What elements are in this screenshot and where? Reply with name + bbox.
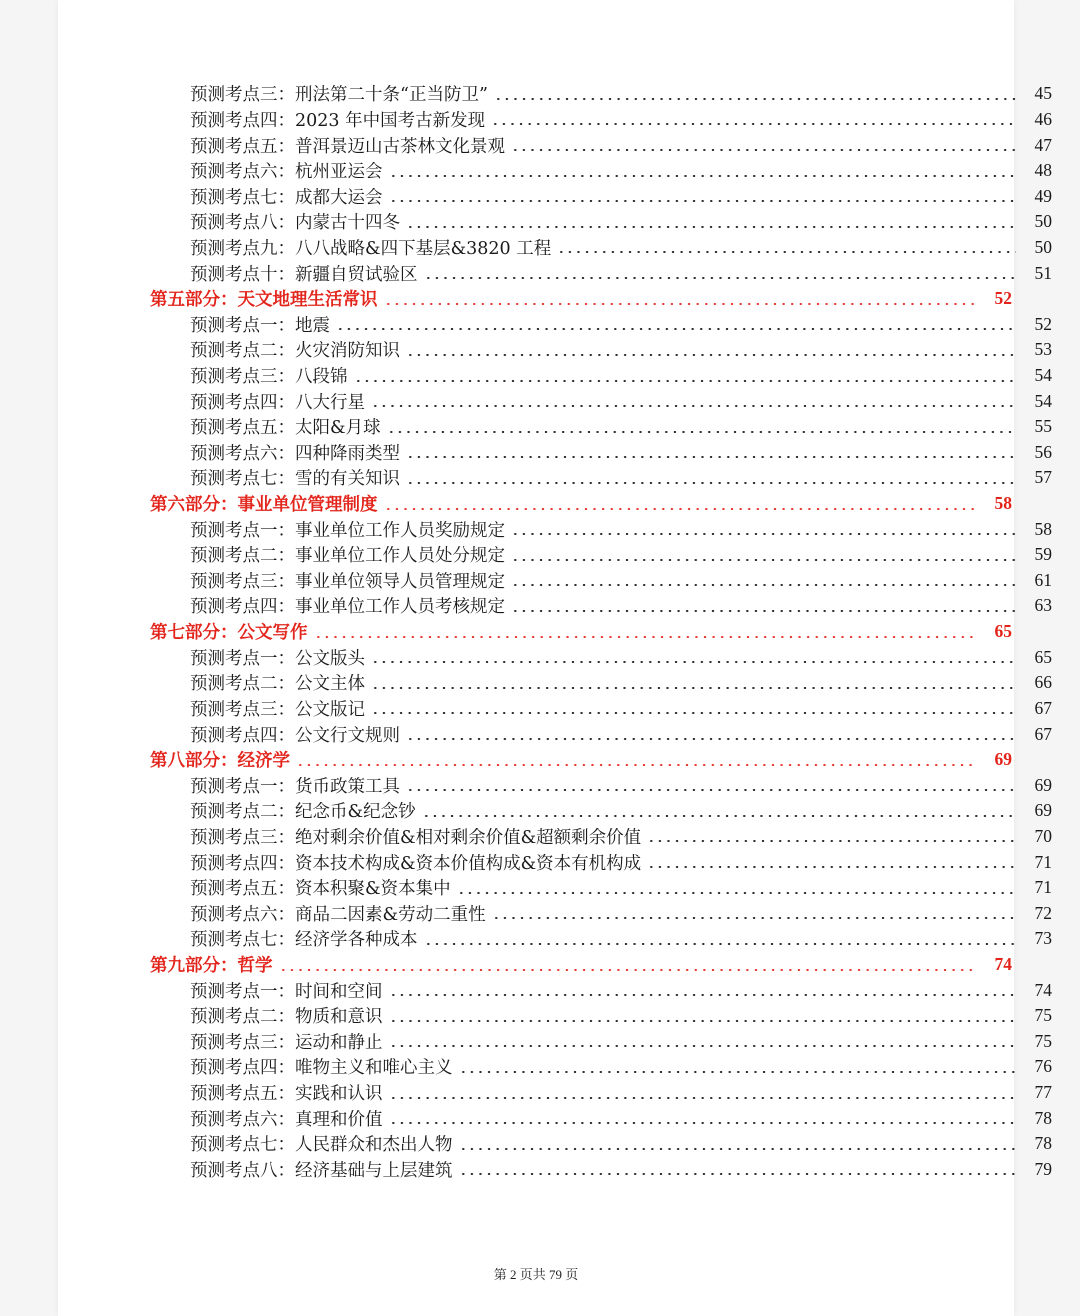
toc-entry[interactable] (58, 107, 1052, 133)
toc-entry-label: 预测考点一：地震 (190, 315, 330, 336)
toc-entry-label: 预测考点二：事业单位工作人员处分规定 (190, 546, 505, 567)
toc-entry[interactable] (58, 363, 1052, 389)
toc-page-number: 71 (1034, 877, 1052, 898)
toc-entry-label: 预测考点三：绝对剩余价值&相对剩余价值&超额剩余价值 (190, 827, 642, 848)
dot-leader (459, 1173, 1017, 1175)
toc-entry-label: 预测考点七：雪的有关知识 (190, 469, 400, 490)
toc-entry-label: 预测考点四：资本技术构成&资本价值构成&资本有机构成 (190, 853, 642, 874)
toc-page-number: 52 (994, 288, 1012, 309)
dot-leader (511, 533, 1016, 535)
dot-leader (389, 994, 1017, 996)
toc-entry[interactable] (58, 696, 1052, 722)
toc-page-number: 69 (1034, 800, 1052, 821)
toc-entry-label: 预测考点五：普洱景迈山古茶林文化景观 (190, 136, 505, 157)
toc-entry[interactable] (58, 158, 1052, 184)
toc-entry-label: 预测考点四：事业单位工作人员考核规定 (190, 597, 505, 618)
toc-entry[interactable] (58, 721, 1052, 747)
toc-page-number: 48 (1034, 160, 1052, 181)
toc-entry[interactable] (58, 593, 1052, 619)
dot-leader (557, 251, 1016, 253)
toc-entry[interactable] (58, 311, 1052, 337)
toc-page-number: 54 (1034, 390, 1052, 411)
toc-page-number: 61 (1034, 569, 1052, 590)
dot-leader (384, 303, 977, 305)
toc-page-number: 67 (1034, 723, 1052, 744)
toc-entry-label: 预测考点一：货币政策工具 (190, 776, 400, 797)
dot-leader (406, 354, 1016, 356)
toc-page-number: 54 (1034, 365, 1052, 385)
dot-leader (389, 1045, 1017, 1047)
toc-entry-label: 预测考点四：唯物主义和唯心主义 (190, 1058, 453, 1079)
dot-leader (511, 149, 1016, 151)
toc-entry[interactable] (58, 901, 1052, 927)
toc-entry[interactable] (58, 1157, 1052, 1183)
toc-part-heading[interactable] (58, 619, 1012, 645)
toc-entry-label: 预测考点六：四种降雨类型 (190, 443, 400, 464)
dot-leader (422, 815, 1016, 817)
toc-page-number: 76 (1034, 1056, 1052, 1077)
toc-page-number: 63 (1034, 595, 1052, 616)
toc-entry-label: 预测考点三：运动和静止 (190, 1032, 383, 1053)
toc-page-number: 73 (1034, 928, 1052, 949)
toc-entry[interactable] (58, 132, 1052, 158)
toc-page-number: 53 (1034, 339, 1052, 360)
dot-leader (459, 1148, 1017, 1150)
dot-leader (336, 328, 1016, 330)
toc-page-number: 59 (1034, 544, 1052, 565)
toc-entry[interactable] (58, 772, 1052, 798)
toc-entry-label: 第九部分：哲学 (150, 956, 273, 977)
toc-entry[interactable] (58, 542, 1052, 568)
toc-entry-label: 预测考点三：事业单位领导人员管理规定 (190, 571, 505, 592)
dot-leader (511, 584, 1016, 586)
toc-page-number: 50 (1034, 236, 1052, 257)
toc-page-number: 74 (1034, 979, 1052, 1000)
dot-leader (424, 277, 1017, 279)
toc-entry[interactable] (58, 568, 1052, 594)
toc-page-number: 75 (1034, 1030, 1052, 1051)
dot-leader (457, 892, 1016, 894)
dot-leader (389, 175, 1017, 177)
toc-entry-label: 预测考点二：火灾消防知识 (190, 341, 400, 362)
toc-entry[interactable] (58, 440, 1052, 466)
toc-page-number: 47 (1034, 134, 1052, 155)
toc-entry[interactable] (58, 465, 1052, 491)
dot-leader (371, 405, 1016, 407)
toc-page-number: 65 (994, 621, 1012, 642)
toc-entry-label: 预测考点四：公文行文规则 (190, 725, 400, 746)
toc-entry[interactable] (58, 1054, 1052, 1080)
toc-page-number: 50 (1034, 211, 1052, 232)
toc-page-number: 58 (994, 493, 1012, 514)
dot-leader (406, 226, 1016, 228)
dot-leader (424, 943, 1017, 945)
toc-entry[interactable] (58, 1105, 1052, 1131)
toc-entry-label: 预测考点一：时间和空间 (190, 981, 383, 1002)
toc-entry-label: 预测考点二：纪念币&纪念钞 (190, 802, 416, 823)
toc-page-number: 66 (1034, 672, 1052, 693)
toc-page-number: 57 (1034, 467, 1052, 488)
toc-entry-label: 预测考点五：实践和认识 (190, 1084, 383, 1105)
toc-entry[interactable] (58, 1080, 1052, 1106)
toc-entry-label: 预测考点十：新疆自贸试验区 (190, 264, 418, 285)
dot-leader (389, 1097, 1017, 1099)
dot-leader (494, 98, 1016, 100)
toc-entry[interactable] (58, 209, 1052, 235)
toc-page-number: 46 (1034, 108, 1052, 129)
toc-entry[interactable] (58, 1029, 1052, 1055)
dot-leader (389, 1122, 1017, 1124)
toc-page-number: 78 (1034, 1107, 1052, 1128)
toc-entry-label: 预测考点七：人民群众和杰出人物 (190, 1135, 453, 1156)
toc-entry[interactable] (58, 644, 1052, 670)
toc-page-number: 45 (1034, 83, 1052, 104)
toc-entry-label: 预测考点五：太阳&月球 (190, 418, 381, 439)
toc-part-heading[interactable] (58, 952, 1012, 978)
toc-entry-label: 第八部分：经济学 (150, 751, 290, 772)
toc-entry[interactable] (58, 875, 1052, 901)
toc-entry[interactable] (58, 414, 1052, 440)
dot-leader (314, 636, 977, 638)
dot-leader (389, 200, 1017, 202)
toc-entry-label: 预测考点六：真理和价值 (190, 1109, 383, 1130)
dot-leader (406, 482, 1016, 484)
toc-page-number: 69 (994, 749, 1012, 770)
toc-entry-label: 预测考点八：内蒙古十四冬 (190, 213, 400, 234)
dot-leader (371, 661, 1016, 663)
toc-entry-label: 预测考点一：事业单位工作人员奖励规定 (190, 520, 505, 541)
toc-entry-label: 预测考点一：公文版头 (190, 648, 365, 669)
toc-page-number: 79 (1034, 1158, 1052, 1179)
toc-entry-label: 预测考点五：资本积聚&资本集中 (190, 879, 451, 900)
toc-page-number: 69 (1034, 774, 1052, 795)
toc-entry-label: 预测考点七：成都大运会 (190, 187, 383, 208)
toc-entry[interactable] (58, 1131, 1052, 1157)
toc-entry[interactable] (58, 235, 1052, 261)
dot-leader (406, 789, 1016, 791)
dot-leader (387, 431, 1016, 433)
toc-entry[interactable] (58, 977, 1052, 1003)
toc-page-number: 78 (1034, 1133, 1052, 1154)
toc-entry[interactable] (58, 824, 1052, 850)
toc-entry[interactable] (58, 337, 1052, 363)
toc-entry-label: 第六部分：事业单位管理制度 (150, 495, 378, 516)
toc-page-number: 67 (1034, 697, 1052, 718)
dot-leader (296, 764, 976, 766)
toc-entry-label: 预测考点七：经济学各种成本 (190, 930, 418, 951)
toc-page-number: 72 (1034, 902, 1052, 923)
toc-page-number: 71 (1034, 851, 1052, 872)
dot-leader (647, 840, 1016, 842)
table-of-contents (58, 81, 1052, 1182)
page-footer: 第 2 页共 79 页 (493, 1267, 579, 1282)
dot-leader (371, 687, 1016, 689)
toc-part-heading[interactable] (58, 491, 1012, 517)
toc-entry-label: 第七部分：公文写作 (150, 623, 308, 644)
toc-entry-label: 预测考点二：物质和意识 (190, 1007, 383, 1028)
toc-entry[interactable] (58, 260, 1052, 286)
toc-page-number: 70 (1034, 825, 1052, 846)
toc-entry-label: 预测考点四：八大行星 (190, 392, 365, 413)
dot-leader (389, 1020, 1017, 1022)
toc-entry[interactable] (58, 516, 1052, 542)
toc-entry[interactable] (58, 670, 1052, 696)
dot-leader (371, 712, 1016, 714)
toc-entry-label: 预测考点三：公文版记 (190, 699, 365, 720)
toc-entry[interactable] (58, 926, 1052, 952)
toc-entry[interactable] (58, 798, 1052, 824)
toc-page-number: 74 (994, 954, 1012, 975)
dot-leader (406, 456, 1016, 458)
toc-entry-label: 预测考点六：商品二因素&劳动二重性 (190, 904, 486, 925)
toc-entry-label: 预测考点九：八八战略&四下基层&3820 工程 (190, 238, 552, 259)
toc-entry-label: 预测考点六：杭州亚运会 (190, 162, 383, 183)
toc-entry[interactable] (58, 1003, 1052, 1029)
toc-entry-label: 预测考点八：经济基础与上层建筑 (190, 1160, 453, 1181)
toc-page-number: 51 (1034, 262, 1052, 283)
toc-entry[interactable] (58, 849, 1052, 875)
dot-leader (354, 380, 1017, 382)
dot-leader (491, 123, 1016, 125)
toc-page-number: 77 (1034, 1082, 1052, 1103)
toc-entry-label: 预测考点三：八段锦 (190, 367, 348, 387)
dot-leader (647, 866, 1016, 868)
toc-entry[interactable] (58, 388, 1052, 414)
dot-leader (511, 610, 1016, 612)
toc-part-heading[interactable] (58, 747, 1012, 773)
dot-leader (384, 508, 977, 510)
dot-leader (492, 917, 1016, 919)
toc-page-number: 55 (1034, 416, 1052, 437)
dot-leader (406, 738, 1016, 740)
toc-page-number: 58 (1034, 518, 1052, 539)
toc-page-number: 75 (1034, 1005, 1052, 1026)
toc-entry[interactable] (58, 81, 1052, 107)
toc-entry-label: 预测考点三：刑法第二十条“正当防卫” (190, 85, 488, 106)
toc-page-number: 52 (1034, 313, 1052, 334)
toc-entry[interactable] (58, 183, 1052, 209)
toc-entry-label: 预测考点二：公文主体 (190, 674, 365, 695)
toc-entry-label: 第五部分：天文地理生活常识 (150, 290, 378, 311)
dot-leader (459, 1071, 1017, 1073)
toc-page-number: 49 (1034, 185, 1052, 206)
toc-part-heading[interactable] (58, 286, 1012, 312)
toc-page-number: 65 (1034, 646, 1052, 667)
dot-leader (511, 559, 1016, 561)
toc-entry-label: 预测考点四：2023 年中国考古新发现 (190, 110, 486, 131)
dot-leader (279, 969, 977, 971)
document-page (58, 0, 1052, 1316)
toc-page-number: 56 (1034, 441, 1052, 462)
